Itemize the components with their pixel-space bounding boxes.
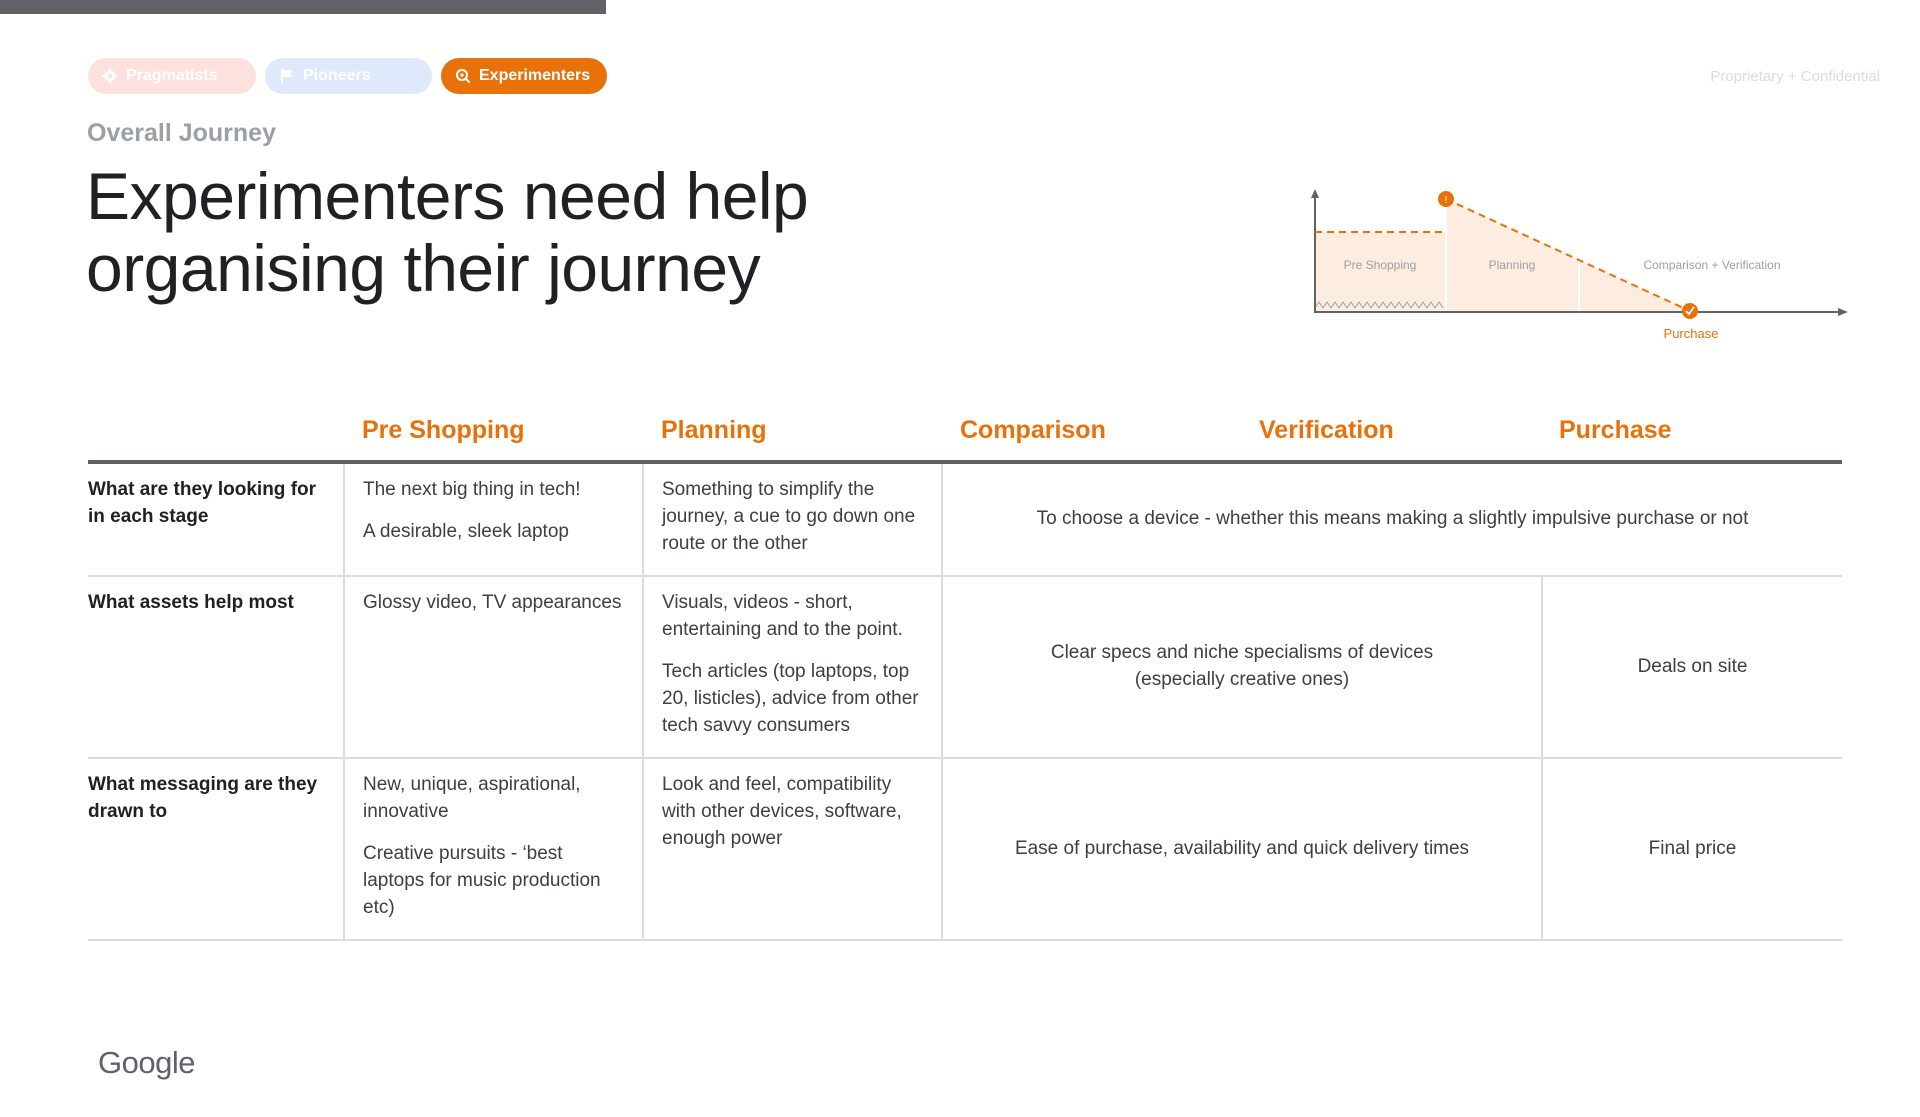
cell-text: Glossy video, TV appearances [363, 592, 622, 613]
cell-text: Creative pursuits - ‘best laptops for music production etc) [363, 843, 601, 918]
cell-text: Look and feel, compatibility with other devices, software, enough power [662, 774, 902, 849]
cell-planning [643, 758, 942, 940]
row-label: What assets help most [88, 576, 344, 758]
tab-label: Pragmatists [126, 67, 218, 84]
top-accent-bar [0, 0, 606, 14]
cell-text: Something to simplify the journey, a cue to go down one route or the other [662, 479, 916, 554]
y-axis-arrow [1311, 189, 1319, 198]
cell-text: New, unique, aspirational, innovative [363, 774, 581, 822]
segment-tabs [88, 58, 607, 94]
tab-label: Experimenters [479, 67, 591, 84]
journey-funnel-fill [1315, 199, 1690, 311]
purchase-label: Purchase [1663, 326, 1719, 341]
stage-label-planning: Planning [1488, 258, 1536, 272]
alert-marker-label: ! [1444, 195, 1448, 206]
stage-label-comparison-verification: Comparison + Verification [1643, 258, 1781, 272]
col-header-comparison: Comparison [960, 416, 1106, 444]
cell-purchase: Final price [1542, 758, 1842, 940]
col-header-planning: Planning [661, 416, 767, 444]
tab-label: Pioneers [303, 67, 371, 84]
cell-text: Tech articles (top laptops, top 20, listicles), advice from other tech savvy consumers [662, 661, 919, 736]
cell-text: Visuals, videos - short, entertaining and to the point. [662, 592, 903, 640]
cell-planning [643, 464, 942, 576]
page-subtitle: Overall Journey [87, 119, 276, 147]
x-axis-arrow [1838, 308, 1848, 316]
table-row [88, 758, 1842, 940]
gear-icon [102, 68, 118, 84]
purchase-marker [1682, 303, 1698, 319]
cell-text: A desirable, sleek laptop [363, 521, 569, 542]
cell-pre-shopping [344, 758, 643, 940]
stage-label-pre-shopping: Pre Shopping [1343, 258, 1417, 272]
google-logo: Google [98, 1045, 195, 1080]
cell-pre-shopping [344, 576, 643, 758]
table-row [88, 464, 1842, 576]
cell-planning [643, 576, 942, 758]
search-icon [455, 68, 471, 84]
page-title: Experimenters need help organising their journey [86, 159, 809, 305]
table-row [88, 576, 1842, 758]
col-header-purchase: Purchase [1559, 416, 1672, 444]
confidential-label: Proprietary + Confidential [1710, 68, 1880, 85]
tab-pioneers[interactable] [265, 58, 432, 94]
flag-icon [279, 68, 295, 84]
cell-text: The next big thing in tech! [363, 479, 581, 500]
tab-experimenters[interactable] [441, 58, 607, 94]
col-header-pre-shopping: Pre Shopping [362, 416, 525, 444]
journey-table [88, 410, 1842, 941]
cell-comparison-verification [942, 576, 1542, 758]
table-header [88, 410, 1842, 460]
cell-purchase: Deals on site [1542, 576, 1842, 758]
row-label: What are they looking for in each stage [88, 464, 344, 576]
cell-text: Clear specs and niche specialisms of devices (especially creative ones) [1050, 642, 1434, 690]
col-header-verification: Verification [1259, 416, 1394, 444]
row-label: What messaging are they drawn to [88, 758, 344, 940]
cell-comparison-verification: Ease of purchase, availability and quick delivery times [942, 758, 1542, 940]
tab-pragmatists[interactable] [88, 58, 256, 94]
cell-pre-shopping [344, 464, 643, 576]
journey-grid [88, 464, 1842, 941]
journey-diagram [1300, 186, 1860, 346]
cell-comparison-to-purchase: To choose a device - whether this means making a slightly impulsive purchase or not [942, 464, 1842, 576]
